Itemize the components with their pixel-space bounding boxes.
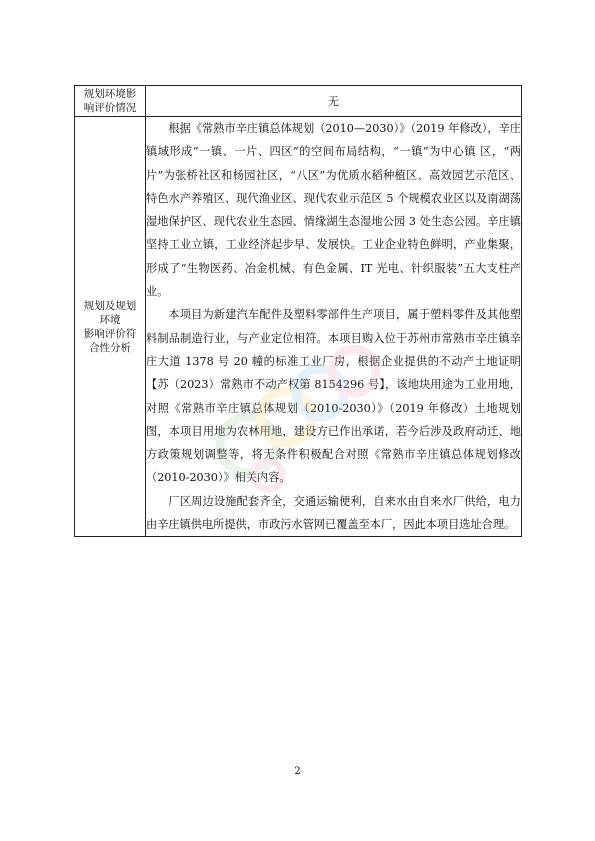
- compliance-analysis-content-cell: [146, 117, 522, 537]
- label-line: 环境: [99, 313, 121, 326]
- planning-eia-content-cell: 无: [146, 86, 522, 117]
- label-line: 影响评价符: [83, 327, 137, 340]
- evaluation-table: [74, 85, 522, 537]
- label-line: 规划环境影: [83, 88, 137, 100]
- table-row: [75, 86, 522, 117]
- table-row: [75, 117, 522, 537]
- label-line: 规划及规划: [83, 299, 137, 312]
- paragraph-project-land-use: 本项目为新建汽车配件及塑料零部件生产项目，属于塑料零件及其他塑料制品制造行业，与产业定位相符。本项目购入位于苏州市常熟市辛庄镇辛庄大道 1378 号 20 幢的标准工业厂房，根据企业提供的不动产土地证明【苏（2023）常熟市不动产权第 8154296 号】，该地块用途为工业用地，对照《常熟市辛庄镇总体规划（2010-2030）》（2019 年修改）土地规划图，本项目用地为农林用地，建设方已作出承诺，若今后涉及政府动迁、地方政策规划调整等，将无条件积极配合对照《常熟市辛庄镇总体规划修改（2010-2030）》相关内容。: [146, 308, 521, 485]
- planning-eia-label-cell: [75, 86, 146, 117]
- paragraph-site-facilities: 厂区周边设施配套齐全，交通运输便利，自来水由自来水厂供给，电力由辛庄镇供电所提供，市政污水管网已覆盖至本厂，因此本项目选址合理。: [146, 494, 521, 532]
- paragraph-planning-structure: 根据《常熟市辛庄镇总体规划（2010—2030）》（2019 年修改），辛庄镇域形成“一镇、一片、四区”的空间布局结构，“一镇”为中心镇 区，“两片”为张桥社区和杨园社区，“八区”为优质水稻种植区、高效园艺示范区、特色水产养殖区、现代渔业区、现代农业示范区 5 个规模农业区以及南湖荡湿地保护区、现代农业生态园、情缘湖生态湿地公园 3 处生态公园。辛庄镇坚持工业立镇，工业经济起步早、发展快。工业企业特色鲜明，产业集聚，形成了“生物医药、冶金机械、有色金属、IT 光电、针织服装”五大支柱产业。: [146, 122, 521, 299]
- compliance-analysis-label-cell: [75, 117, 146, 537]
- label-line: 响评价情况: [83, 102, 137, 114]
- page-number: 2: [294, 766, 301, 777]
- label-line: 合性分析: [89, 341, 131, 354]
